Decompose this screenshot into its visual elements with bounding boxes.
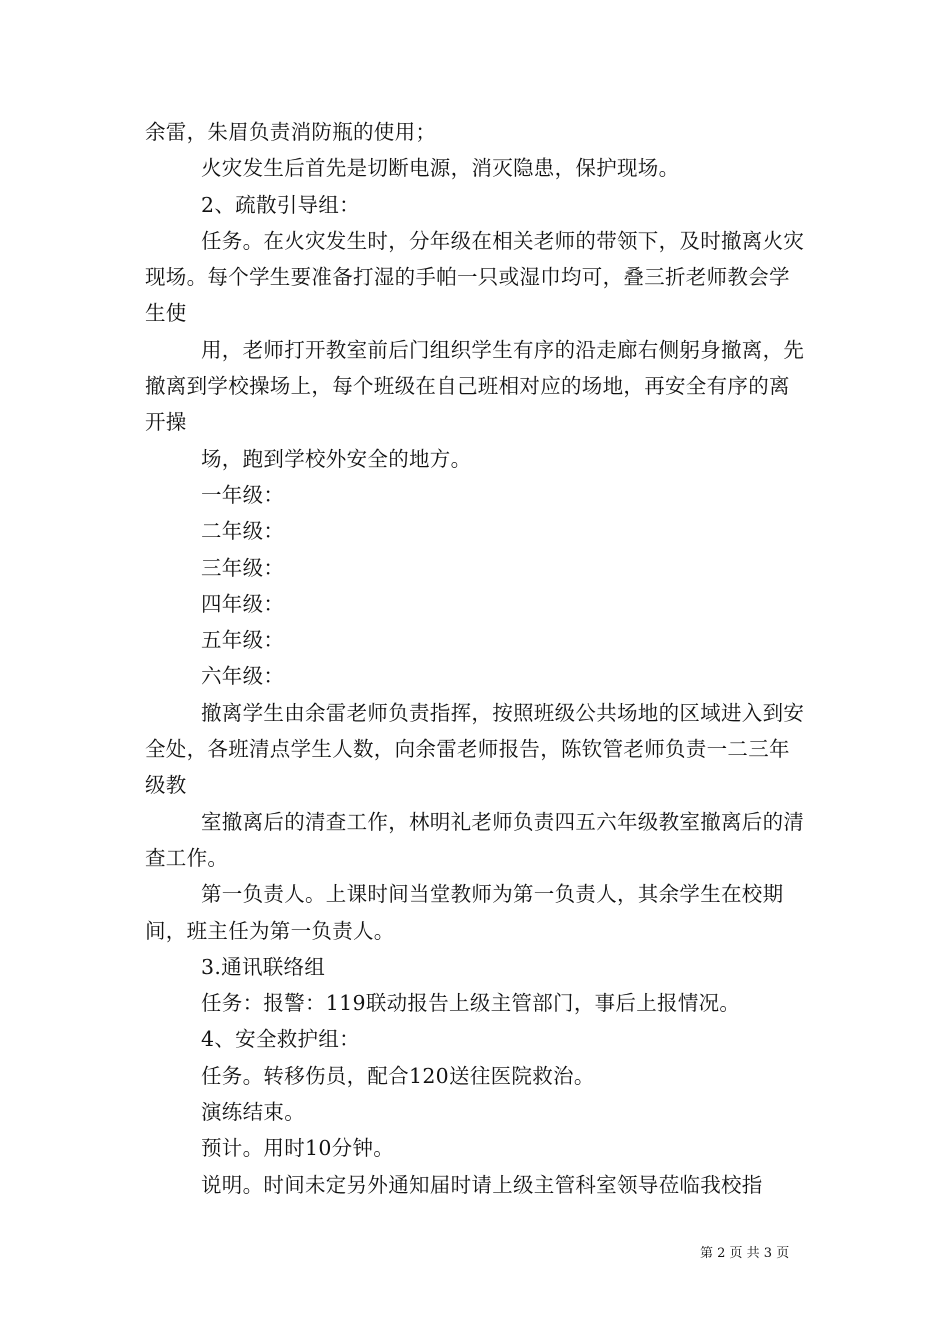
paragraph-2: 火灾发生后首先是切断电源，消灭隐患，保护现场。 xyxy=(201,156,680,181)
section-heading-communication: 3.通讯联络组 xyxy=(201,954,326,979)
document-body xyxy=(145,114,810,1203)
grade-5-line: 五年级： xyxy=(201,628,285,653)
grade-6-line: 六年级： xyxy=(201,664,285,689)
paragraph-14: 室撤离后的清查工作，林明礼老师负责四五六年级教室撤离后的清查工作。 xyxy=(145,809,805,870)
paragraph-15: 第一负责人。上课时间当堂教师为第一负责人，其余学生在校期间，班主任为第一负责人。 xyxy=(145,882,784,943)
section-heading-evacuation: 2、疏散引导组： xyxy=(201,192,360,217)
section-heading-rescue: 4、安全救护组： xyxy=(201,1027,360,1052)
paragraph-5: 用，老师打开教室前后门组织学生有序的沿走廊右侧躬身撤离，先撤离到学校操场上，每个班级在自己班相对应的场地，再安全有序的离开操 xyxy=(145,337,805,435)
paragraph-13: 撤离学生由余雷老师负责指挥，按照班级公共场地的区域进入到安全处，各班清点学生人数，向余雷老师报告，陈钦管老师负责一二三年级教 xyxy=(145,700,805,798)
grade-4-line: 四年级： xyxy=(201,591,285,616)
page-number-footer: 第 2 页 共 3 页 xyxy=(700,1246,790,1261)
paragraph-22: 说明。时间未定另外通知届时请上级主管科室领导莅临我校指 xyxy=(201,1172,763,1197)
paragraph-4: 任务。在火灾发生时，分年级在相关老师的带领下，及时撤离火灾现场。每个学生要准备打湿的手帕一只或湿巾均可，叠三折老师教会学生使 xyxy=(145,228,805,326)
grade-2-line: 二年级： xyxy=(201,519,285,544)
paragraph-19: 任务。转移伤员，配合120送往医院救治。 xyxy=(201,1063,595,1088)
paragraph-6: 场，跑到学校外安全的地方。 xyxy=(201,446,472,471)
grade-3-line: 三年级： xyxy=(201,555,285,580)
paragraph-17: 任务：报警：119联动报告上级主管部门，事后上报情况。 xyxy=(201,991,741,1016)
paragraph-21: 预计。用时10分钟。 xyxy=(201,1136,395,1161)
paragraph-1: 余雷，朱眉负责消防瓶的使用； xyxy=(145,120,437,144)
paragraph-20: 演练结束。 xyxy=(201,1100,305,1125)
grade-1-line: 一年级： xyxy=(201,482,285,507)
